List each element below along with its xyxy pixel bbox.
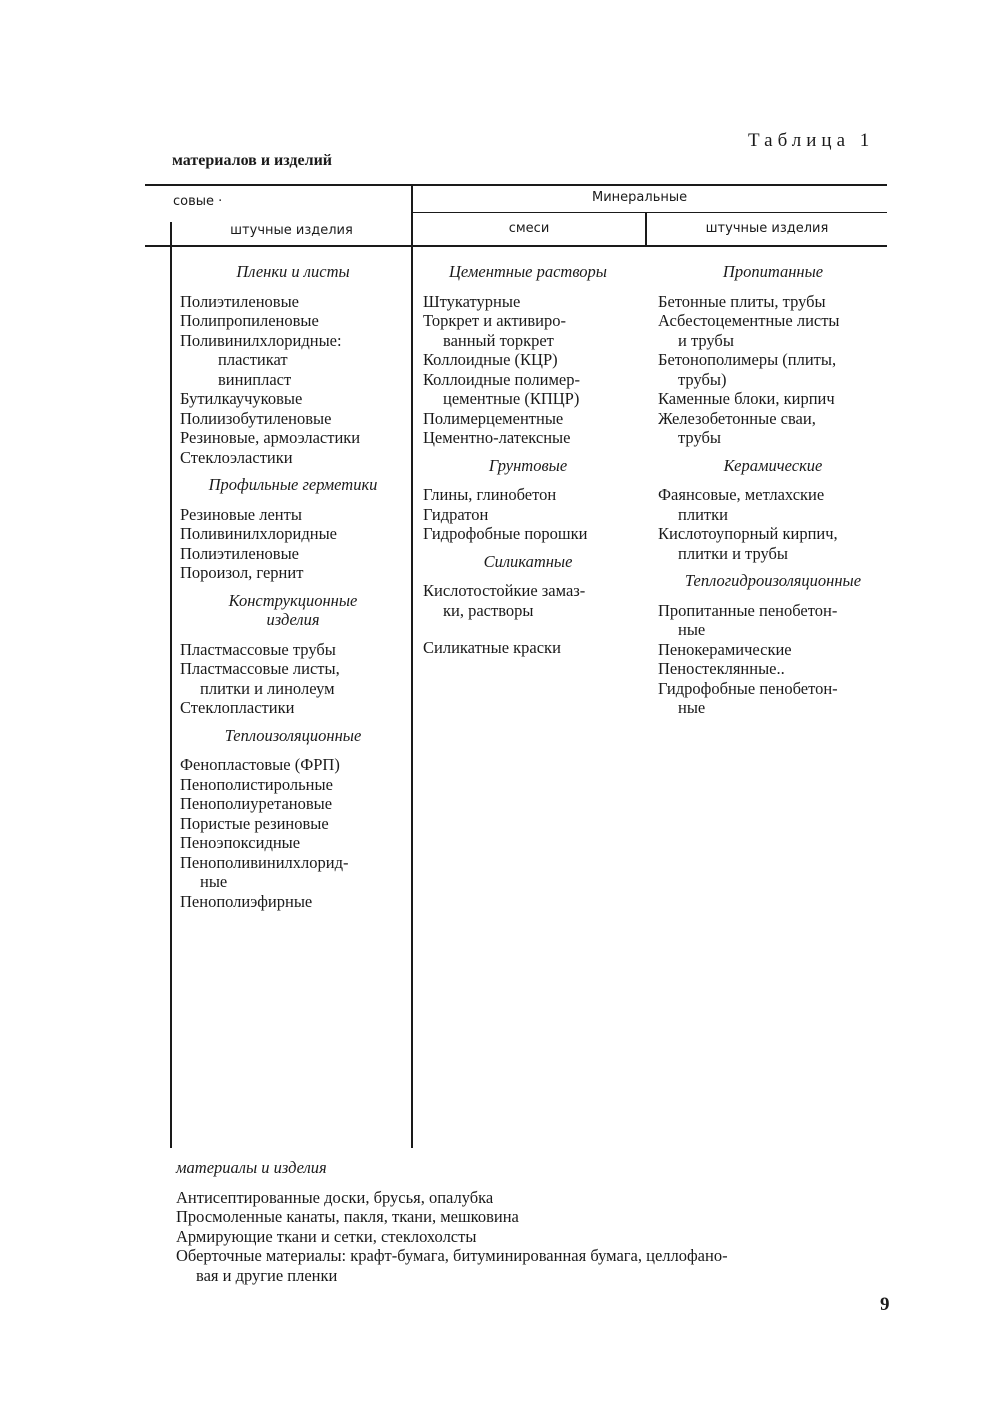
section-title: Конструкционные — [228, 590, 358, 610]
list-item: Пенокерамические — [658, 639, 792, 659]
list-item: цементные (КПЦР) — [443, 389, 580, 408]
list-item: ки, растворы — [443, 600, 534, 620]
header-group-left: совые · — [173, 194, 223, 209]
header-col2: смеси — [508, 221, 550, 236]
list-item: Кислотостойкие замаз- — [423, 581, 586, 600]
bottom-section — [176, 1158, 896, 1285]
list-item: Асбестоцементные листы — [658, 311, 840, 330]
list-item: Бетонные плиты, трубы — [658, 291, 826, 311]
list-item: Фаянсовые, метлахские — [658, 485, 825, 504]
section-title: Цементные растворы — [449, 262, 607, 281]
list-item: Поливинилхлоридные — [180, 524, 337, 543]
list-item: Глины, глинобетон — [423, 485, 557, 504]
header-bottom-rule — [145, 245, 887, 247]
list-item: Пенополивинилхлорид- — [180, 852, 349, 872]
list-item: ванный торкрет — [443, 330, 554, 350]
list-item: Пеностеклянные.. — [658, 659, 785, 678]
list-item: Пенополистирольные — [180, 774, 333, 794]
list-item: Резиновые, армоэластики — [180, 428, 361, 447]
list-item: Пороизол, гернит — [180, 563, 304, 582]
header-col1: штучные изделия — [230, 223, 353, 238]
section-title: Грунтовые — [488, 455, 568, 475]
list-item: Цементно-латексные — [423, 428, 571, 447]
list-item: Силикатные краски — [423, 638, 561, 657]
table-label: Таблица 1 — [748, 130, 875, 151]
bottom-line: Оберточные материалы: крафт-бумага, битуминированная бумага, целлофано- — [176, 1246, 728, 1265]
list-item: Полимерцементные — [423, 408, 564, 428]
table-caption: материалов и изделий — [172, 152, 332, 169]
list-item: Гидратон — [423, 504, 489, 524]
list-item: Гидрофобные пенобетон- — [658, 678, 838, 698]
list-item: Полипропиленовые — [180, 311, 319, 330]
list-item: Железобетонные сваи, — [658, 408, 816, 428]
section-title: Теплогидроизоляционные — [684, 571, 862, 590]
bottom-title: материалы и изделия — [176, 1158, 327, 1177]
column-2 — [423, 260, 633, 658]
section-title-cont: изделия — [266, 610, 320, 629]
section-title: Пропитанные — [722, 262, 824, 281]
list-item: пластикат — [218, 350, 288, 369]
list-item: Поливинилхлоридные: — [180, 330, 342, 350]
col-divider-1 — [411, 186, 413, 1148]
list-item: Стеклопластики — [180, 698, 295, 717]
list-item: Фенопластовые (ФРП) — [180, 755, 340, 774]
section-title: Профильные герметики — [208, 475, 378, 494]
list-item: Бутилкаучуковые — [180, 389, 303, 408]
list-item: Пропитанные пенобетон- — [658, 600, 838, 620]
table-top-rule — [145, 184, 887, 186]
list-item: Полиэтиленовые — [180, 543, 299, 563]
list-item: Пеноэпоксидные — [180, 833, 301, 852]
list-item: плитки и линолеум — [200, 678, 335, 698]
list-item: плитки и трубы — [678, 543, 788, 563]
list-item: Гидрофобные порошки — [423, 524, 588, 543]
list-item: ные — [678, 698, 706, 717]
list-item: Кислотоупорный кирпич, — [658, 524, 838, 543]
header-col3: штучные изделия — [705, 221, 829, 236]
list-item: Коллоидные (КЦР) — [423, 350, 558, 369]
column-3 — [658, 260, 888, 718]
bottom-line: Просмоленные канаты, пакля, ткани, мешковина — [176, 1207, 519, 1226]
list-item: Резиновые ленты — [180, 504, 302, 524]
bottom-line: вая и другие пленки — [196, 1265, 338, 1285]
bottom-line: Антисептированные доски, брусья, опалубка — [176, 1187, 494, 1207]
list-item: ные — [200, 872, 228, 891]
list-item: Штукатурные — [423, 291, 521, 311]
list-item: Торкрет и активиро- — [423, 311, 566, 330]
header-group-right: Минеральные — [592, 190, 688, 205]
list-item: Пенополиуретановые — [180, 794, 333, 813]
list-item: Пластмассовые листы, — [180, 659, 340, 678]
list-item: Пенополиэфирные — [180, 891, 313, 911]
list-item: Пористые резиновые — [180, 813, 329, 833]
column-1 — [180, 260, 406, 911]
list-item: Полиэтиленовые — [180, 291, 299, 311]
list-item: Полиизобутиленовые — [180, 408, 332, 428]
list-item: плитки — [678, 504, 728, 524]
page-number: 9 — [880, 1294, 890, 1315]
section-title: Пленки и листы — [236, 262, 350, 281]
list-item: ные — [678, 620, 706, 639]
section-title: Силикатные — [483, 551, 573, 571]
list-item: Пластмассовые трубы — [180, 639, 336, 659]
list-item: Стеклоэластики — [180, 447, 293, 467]
group-subrule — [412, 212, 887, 213]
left-edge-line — [170, 222, 172, 1148]
list-item: трубы) — [678, 369, 727, 389]
list-item: Каменные блоки, кирпич — [658, 389, 835, 408]
section-title: Теплоизоляционные — [224, 725, 362, 745]
list-item: трубы — [678, 428, 721, 447]
bottom-line: Армирующие ткани и сетки, стеклохолсты — [176, 1226, 477, 1246]
section-title: Керамические — [723, 455, 823, 475]
list-item: винипласт — [218, 369, 292, 389]
list-item: и трубы — [678, 330, 734, 350]
list-item: Бетонополимеры (плиты, — [658, 350, 837, 369]
list-item: Коллоидные полимер- — [423, 369, 580, 389]
